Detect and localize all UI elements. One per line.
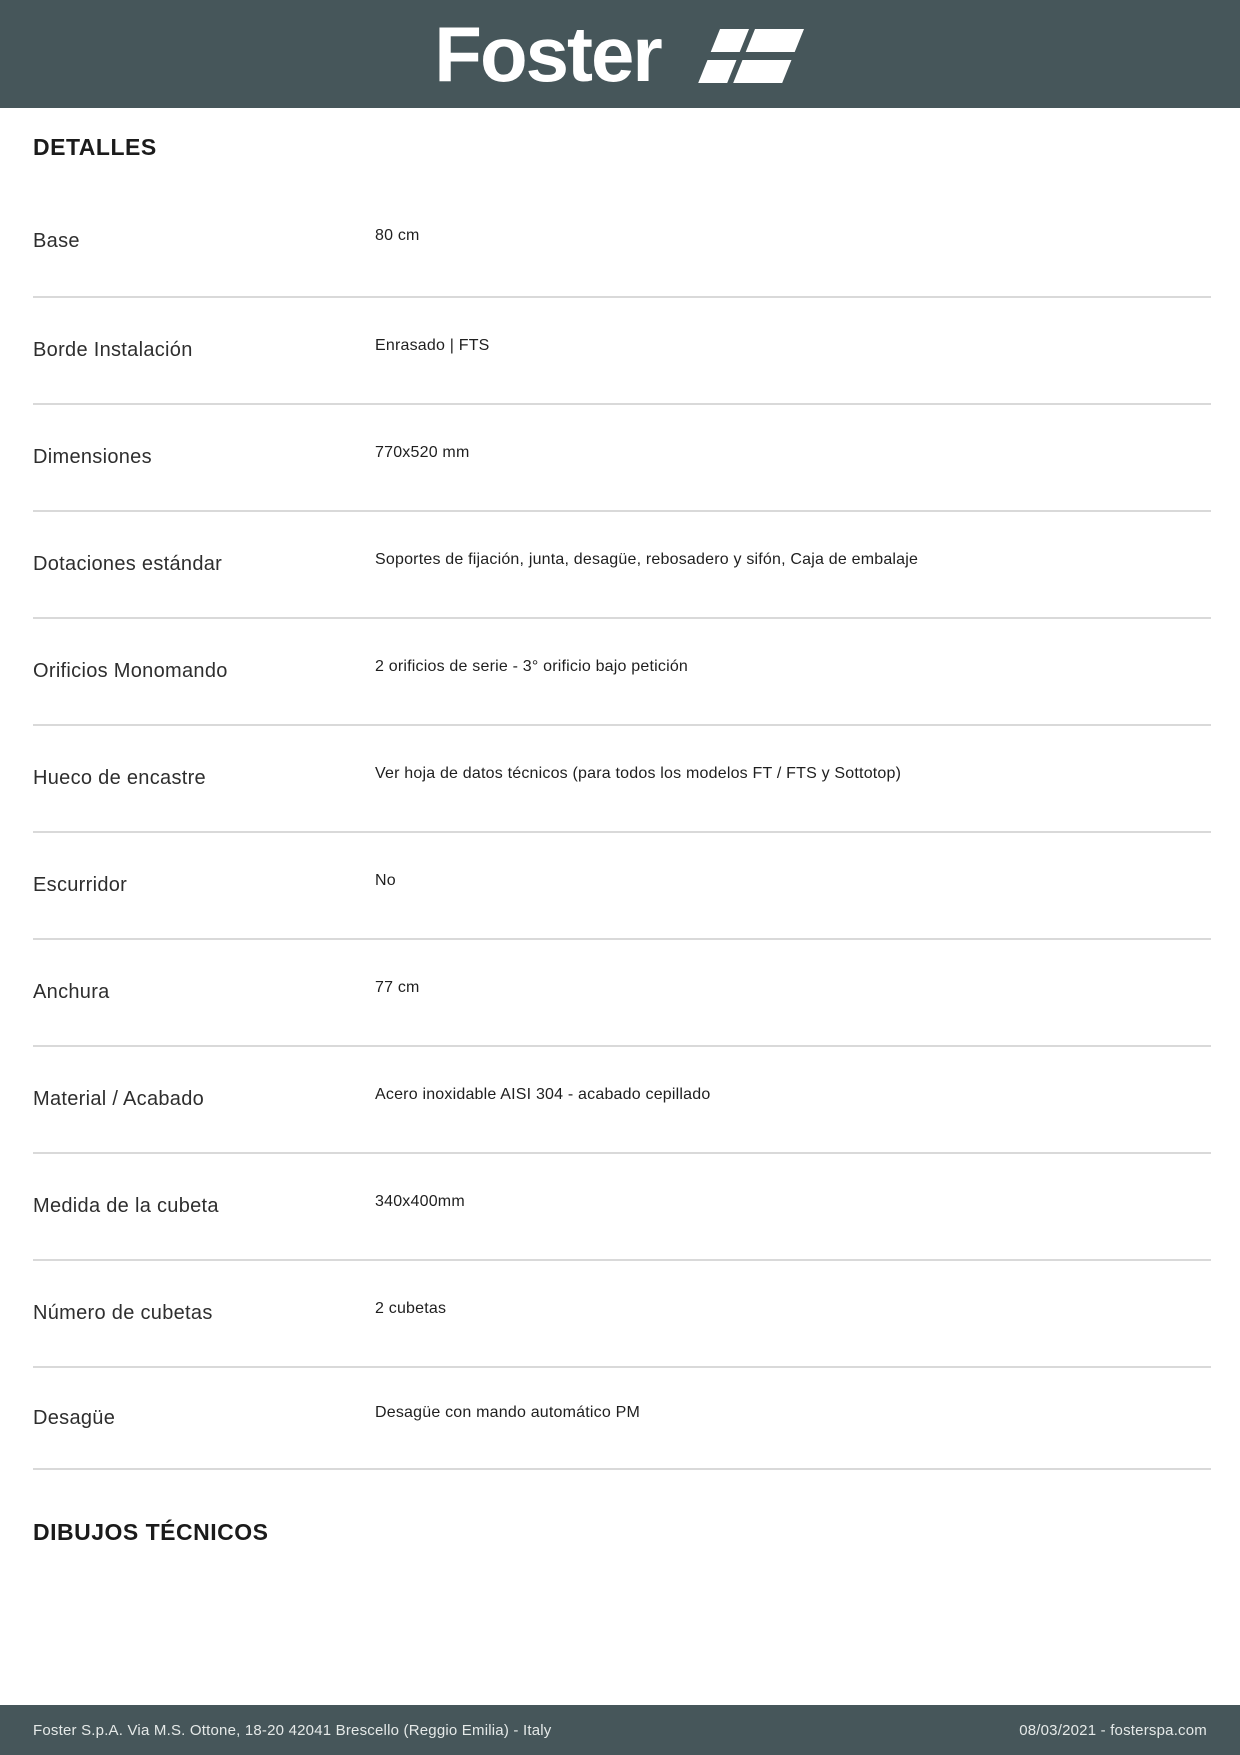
spec-value: No — [375, 871, 396, 889]
spec-label: Orificios Monomando — [33, 660, 228, 682]
footer-bar — [0, 1705, 1240, 1755]
spec-label: Número de cubetas — [33, 1302, 213, 1324]
spec-label: Material / Acabado — [33, 1088, 205, 1110]
spec-label: Medida de la cubeta — [33, 1195, 219, 1217]
spec-value: Ver hoja de datos técnicos (para todos los modelos FT / FTS y Sottotop) — [375, 764, 902, 782]
spec-label: Dimensiones — [33, 446, 152, 468]
foster-logo — [434, 9, 805, 100]
spec-label: Dotaciones estándar — [33, 553, 223, 575]
details-heading: DETALLES — [33, 134, 157, 160]
footer-address: Foster S.p.A. Via M.S. Ottone, 18-20 42041 Brescello (Reggio Emilia) - Italy — [33, 1721, 552, 1739]
spec-row — [33, 512, 1211, 619]
spec-label: Hueco de encastre — [33, 767, 206, 789]
spec-row — [33, 298, 1211, 405]
spec-row — [33, 1261, 1211, 1368]
foster-logo-icon — [693, 29, 806, 83]
spec-value: 80 cm — [375, 227, 420, 244]
spec-row — [33, 940, 1211, 1047]
spec-label: Desagüe — [33, 1406, 116, 1429]
spec-label: Anchura — [33, 981, 110, 1003]
spec-value: Acero inoxidable AISI 304 - acabado cepillado — [375, 1085, 711, 1103]
spec-label: Escurridor — [33, 874, 128, 896]
spec-row — [33, 726, 1211, 833]
spec-value: 2 cubetas — [375, 1299, 447, 1317]
details-table — [33, 186, 1211, 1470]
spec-row — [33, 1047, 1211, 1154]
spec-value: 770x520 mm — [375, 443, 470, 461]
spec-row — [33, 1368, 1211, 1470]
spec-row — [33, 405, 1211, 512]
spec-row — [33, 619, 1211, 726]
technical-drawings-heading: DIBUJOS TÉCNICOS — [33, 1519, 269, 1545]
spec-row — [33, 186, 1211, 298]
spec-value: Soportes de fijación, junta, desagüe, rebosadero y sifón, Caja de embalaje — [375, 550, 919, 568]
page-content — [0, 133, 1240, 1546]
spec-value: 77 cm — [375, 978, 420, 996]
footer-date-site: 08/03/2021 - fosterspa.com — [1019, 1721, 1207, 1739]
spec-row — [33, 1154, 1211, 1261]
spec-value: Enrasado | FTS — [375, 336, 490, 354]
header-bar — [0, 0, 1240, 108]
spec-value: Desagüe con mando automático PM — [375, 1404, 641, 1421]
foster-logo-text: Foster — [434, 9, 661, 98]
spec-label: Base — [33, 229, 80, 252]
spec-row — [33, 833, 1211, 940]
spec-label: Borde Instalación — [33, 339, 193, 361]
spec-value: 2 orificios de serie - 3° orificio bajo petición — [375, 657, 689, 675]
spec-value: 340x400mm — [375, 1192, 465, 1210]
